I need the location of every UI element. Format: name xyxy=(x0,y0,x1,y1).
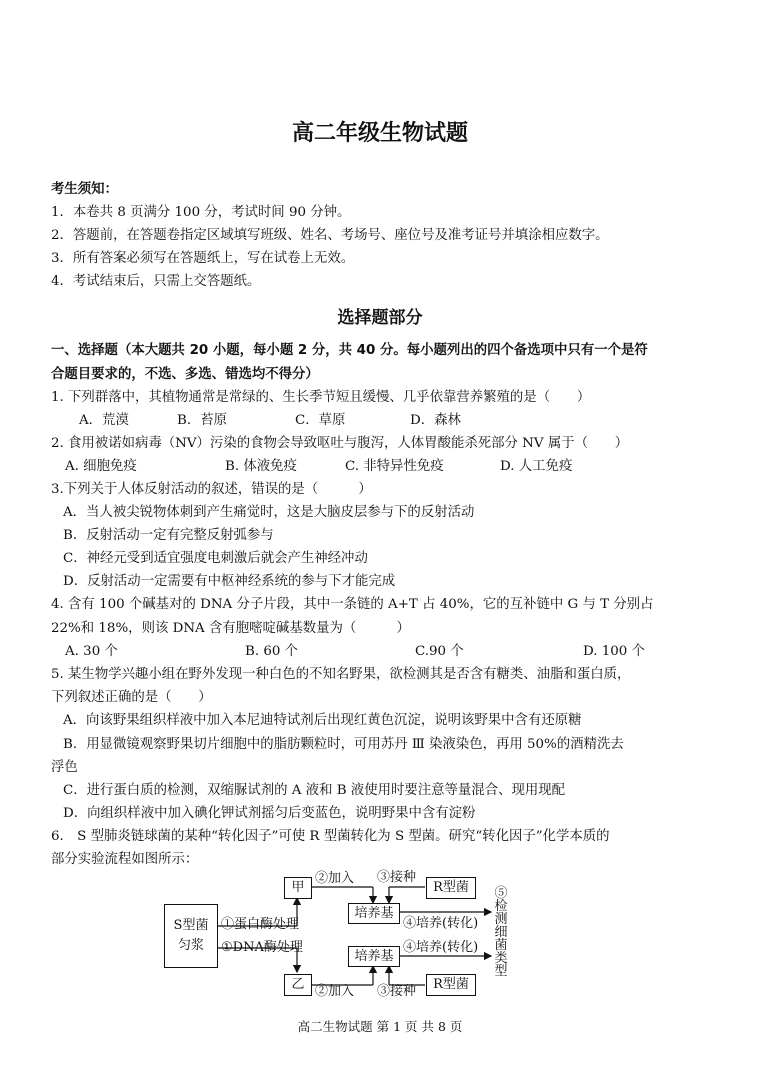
q5-stem-line1: 5. 某生物学兴趣小组在野外发现一种白色的不知名野果，欲检测其是否含有糖类、油脂和蛋白质， xyxy=(51,667,631,682)
q6-stem-line2: 部分实验流程如图所示： xyxy=(51,852,199,867)
part-heading-line1: 一、选择题（本大题共 20 小题，每小题 2 分，共 40 分。每小题列出的四个备选项中只有一个是符 xyxy=(51,343,648,358)
q2-stem: 2. 食用被诺如病毒（NV）污染的食物会导致呕吐与腹泻，人体胃酸能杀死部分 NV 属于（ ） xyxy=(51,436,629,451)
notice-heading: 考生须知： xyxy=(51,182,118,197)
section-title: 选择题部分 xyxy=(337,308,423,328)
s-homogenate-box xyxy=(164,904,218,968)
notice-item: 1．本卷共 8 页满分 100 分，考试时间 90 分钟。 xyxy=(51,205,351,220)
notice-item: 4．考试结束后，只需上交答题纸。 xyxy=(51,274,261,289)
step2-add-bottom-label: ②加入 xyxy=(315,984,355,999)
q5-stem-line2: 下列叙述正确的是（ ） xyxy=(51,690,212,705)
page-title: 高二年级生物试题 xyxy=(291,121,468,146)
q3-option-a: A．当人被尖锐物体刺到产生痛觉时，这是大脑皮层参与下的反射活动 xyxy=(63,505,475,520)
step2-add-top-label: ②加入 xyxy=(315,871,355,886)
q4-stem-line2: 22%和 18%，则该 DNA 含有胞嘧啶碱基数量为（ ） xyxy=(51,621,410,636)
step3-inoculate-bottom-label: ③接种 xyxy=(377,984,417,999)
part-heading-line2: 合题目要求的，不选、多选、错选均不得分） xyxy=(51,367,319,382)
q1-stem: 1. 下列群落中，其植物通常是常绿的、生长季节短且缓慢、几乎依靠营养繁殖的是（ ） xyxy=(51,390,591,405)
medium-top-box: 培养基 xyxy=(348,903,400,924)
q5-option-d: D．向组织样液中加入碘化钾试剂摇匀后变蓝色，说明野果中含有淀粉 xyxy=(63,806,476,821)
q2-option-c: C. 非特异性免疫 xyxy=(345,459,444,474)
notice-item: 3．所有答案必须写在答题纸上，写在试卷上无效。 xyxy=(51,251,355,266)
q4-option-a: A. 30 个 xyxy=(65,644,118,659)
step4-bottom-label: ④培养(转化) xyxy=(403,940,479,955)
s-homogenate-line2: 匀浆 xyxy=(177,938,204,953)
q3-option-b: B．反射活动一定有完整反射弧参与 xyxy=(63,528,274,543)
q1-option-c: C．草原 xyxy=(295,413,346,428)
q2-option-b: B. 体液免疫 xyxy=(225,459,297,474)
q2-option-d: D. 人工免疫 xyxy=(500,459,573,474)
q1-option-b: B．苔原 xyxy=(177,413,228,428)
medium-bottom-box: 培养基 xyxy=(348,946,400,967)
yi-box: 乙 xyxy=(284,974,312,996)
r-strain-top-box: R型菌 xyxy=(426,877,476,899)
q4-option-d: D. 100 个 xyxy=(583,644,645,659)
q5-option-b-line1: B．用显微镜观察野果切片细胞中的脂肪颗粒时，可用苏丹 Ⅲ 染液染色，再用 50%的酒精洗去 xyxy=(63,737,624,752)
jia-box: 甲 xyxy=(284,877,312,899)
q5-option-c: C．进行蛋白质的检测，双缩脲试剂的 A 液和 B 液使用时要注意等量混合、现用现配 xyxy=(63,783,566,798)
q5-option-b-line2: 浮色 xyxy=(51,760,78,775)
notice-item: 2．答题前，在答题卷指定区域填写班级、姓名、考场号、座位号及准考证号并填涂相应数字。 xyxy=(51,228,609,243)
q6-stem-line1: 6. S 型肺炎链球菌的某种“转化因子”可使 R 型菌转化为 S 型菌。研究“转化因子”化学本质的 xyxy=(51,829,610,844)
q1-option-a: A．荒漠 xyxy=(79,413,129,428)
q3-option-d: D．反射活动一定需要有中枢神经系统的参与下才能完成 xyxy=(63,574,396,589)
page-footer: 高二生物试题 第 1 页 共 8 页 xyxy=(297,1019,463,1034)
step4-top-label: ④培养(转化) xyxy=(403,916,479,931)
q5-option-a: A．向该野果组织样液中加入本尼迪特试剂后出现红黄色沉淀，说明该野果中含有还原糖 xyxy=(63,713,582,728)
q4-option-b: B. 60 个 xyxy=(245,644,299,659)
step1-protease-label: ①蛋白酶处理 xyxy=(221,917,300,932)
q2-option-a: A. 细胞免疫 xyxy=(65,459,137,474)
s-homogenate-line1: S型菌 xyxy=(173,918,209,933)
q4-stem-line1: 4. 含有 100 个碱基对的 DNA 分子片段，其中一条链的 A+T 占 40%，它的互补链中 G 与 T 分别占 xyxy=(51,597,654,612)
q3-stem: 3.下列关于人体反射活动的叙述，错误的是（ ） xyxy=(51,482,372,497)
q3-option-c: C．神经元受到适宜强度电刺激后就会产生神经冲动 xyxy=(63,551,368,566)
step3-inoculate-top-label: ③接种 xyxy=(377,870,417,885)
step1-dnase-label: ①DNA酶处理 xyxy=(221,940,303,955)
step5-detect-label: ⑤检测细菌类型 xyxy=(494,886,508,979)
q1-option-d: D．森林 xyxy=(410,413,461,428)
q4-option-c: C.90 个 xyxy=(415,644,464,659)
r-strain-bottom-box: R型菌 xyxy=(426,974,476,996)
